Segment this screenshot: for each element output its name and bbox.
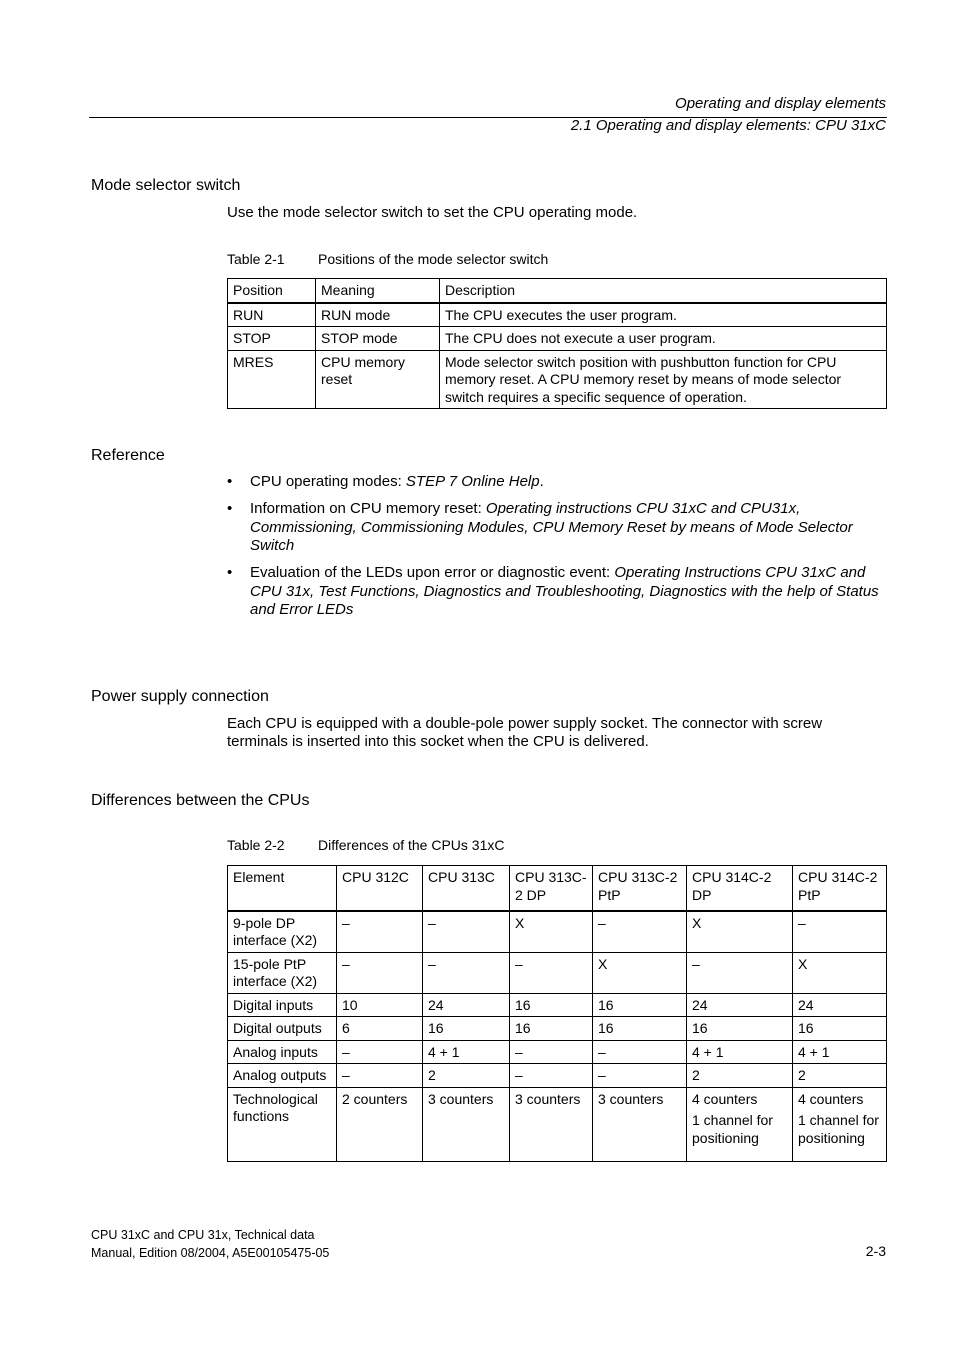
footer-line-2: Manual, Edition 08/2004, A5E00105475-05: [91, 1246, 330, 1260]
table-cell: 15-pole PtP interface (X2): [228, 952, 337, 993]
table-row: [228, 1064, 887, 1088]
table-cell: –: [337, 1064, 423, 1088]
table-row: [228, 303, 887, 327]
reference-link-text: Operating Instructions CPU 31xC and CPU 31x, Test Functions, Diagnostics and Troubleshooting, Diagnostics with the help of Status and Error LEDs: [250, 564, 879, 618]
table-cell: Analog inputs: [228, 1040, 337, 1064]
mode-selector-table: [227, 278, 887, 409]
table1-caption-number: Table 2-1: [227, 251, 285, 267]
table-cell: X: [687, 911, 793, 953]
table-cell: 10: [337, 993, 423, 1017]
table-header-row: [228, 279, 887, 303]
table-cell: Digital inputs: [228, 993, 337, 1017]
table-cell: –: [510, 952, 593, 993]
table-cell: 16: [423, 1017, 510, 1041]
table-cell: –: [510, 1064, 593, 1088]
table-header-cell: Element: [228, 866, 337, 911]
table-header-cell: CPU 313C: [423, 866, 510, 911]
table-cell: 4 + 1: [793, 1040, 887, 1064]
table-cell: [687, 1087, 793, 1161]
reference-item: [227, 500, 887, 556]
tech-counters: 4 counters: [798, 1090, 864, 1107]
table-header-row: [228, 866, 887, 911]
reference-link-text: STEP 7 Online Help: [405, 473, 540, 490]
table-cell: The CPU executes the user program.: [440, 303, 887, 327]
table-cell: 16: [793, 1017, 887, 1041]
table-header-cell: CPU 312C: [337, 866, 423, 911]
table-row: [228, 1017, 887, 1041]
table-header-cell: CPU 314C-2 PtP: [793, 866, 887, 911]
table-cell: CPU memory reset: [316, 350, 440, 409]
table-cell: 16: [593, 993, 687, 1017]
table-cell: 6: [337, 1017, 423, 1041]
table-cell: 3 counters: [423, 1087, 510, 1161]
table-cell: 9-pole DP interface (X2): [228, 911, 337, 953]
table-header-cell: Position: [228, 279, 316, 303]
cpu-differences-table: [227, 865, 887, 1162]
table2-caption-number: Table 2-2: [227, 837, 285, 853]
running-header-chapter: Operating and display elements: [675, 95, 886, 112]
table1-caption: [227, 251, 548, 267]
table-cell: –: [337, 952, 423, 993]
reference-link-text: Operating instructions CPU 31xC and CPU31x, Commissioning, Commissioning Modules, CPU Memory Reset by means of Mode Selector Switch: [250, 500, 853, 554]
heading-reference: Reference: [91, 447, 165, 464]
table-cell: 16: [687, 1017, 793, 1041]
table-row: [228, 993, 887, 1017]
table-cell: –: [593, 1064, 687, 1088]
header-rule: [89, 117, 887, 118]
table-cell: The CPU does not execute a user program.: [440, 327, 887, 351]
table-row: [228, 1087, 887, 1161]
table2-caption: [227, 837, 505, 853]
table-row: [228, 952, 887, 993]
table-header-cell: CPU 313C-2 DP: [510, 866, 593, 911]
page-number: 2-3: [865, 1243, 886, 1259]
reference-suffix: .: [539, 473, 544, 490]
table-cell: 16: [510, 1017, 593, 1041]
table-cell: RUN mode: [316, 303, 440, 327]
table-cell: 3 counters: [593, 1087, 687, 1161]
table1-caption-title: Positions of the mode selector switch: [318, 251, 549, 267]
table-cell: Mode selector switch position with pushbutton function for CPU memory reset. A CPU memory reset by means of mode selector switch requires a specific sequence of operation.: [440, 350, 887, 409]
table-cell: X: [593, 952, 687, 993]
table-row: [228, 911, 887, 953]
table-cell: –: [337, 1040, 423, 1064]
table-cell: [793, 1087, 887, 1161]
table-cell: Analog outputs: [228, 1064, 337, 1088]
table-cell: STOP mode: [316, 327, 440, 351]
table-cell: 4 + 1: [423, 1040, 510, 1064]
table-cell: 16: [510, 993, 593, 1017]
table-cell: 24: [423, 993, 510, 1017]
tech-counters: 4 counters: [692, 1090, 758, 1107]
table-cell: X: [510, 911, 593, 953]
reference-item: [227, 564, 887, 620]
table-cell: –: [593, 911, 687, 953]
bullet-icon: •: [227, 473, 233, 490]
heading-mode-selector: Mode selector switch: [91, 177, 241, 194]
reference-prefix: Information on CPU memory reset:: [250, 500, 486, 517]
table-cell: –: [510, 1040, 593, 1064]
footer-title: [91, 1226, 329, 1262]
table-cell: 2 counters: [337, 1087, 423, 1161]
table-cell: –: [423, 952, 510, 993]
table-row: [228, 327, 887, 351]
table-header-cell: Description: [440, 279, 887, 303]
bullet-icon: •: [227, 500, 233, 517]
table-cell: –: [423, 911, 510, 953]
table-header-cell: CPU 314C-2 DP: [687, 866, 793, 911]
table-cell: 24: [793, 993, 887, 1017]
table2-caption-title: Differences of the CPUs 31xC: [318, 837, 505, 853]
table-cell: RUN: [228, 303, 316, 327]
table-cell: –: [687, 952, 793, 993]
heading-power-supply: Power supply connection: [91, 688, 269, 705]
mode-selector-text: Use the mode selector switch to set the CPU operating mode.: [227, 204, 638, 221]
table-row: [228, 1040, 887, 1064]
reference-prefix: CPU operating modes:: [250, 473, 406, 490]
table-cell: 16: [593, 1017, 687, 1041]
footer-line-1: CPU 31xC and CPU 31x, Technical data: [91, 1228, 315, 1242]
reference-item: [227, 473, 887, 492]
table-cell: –: [793, 911, 887, 953]
running-header-section: 2.1 Operating and display elements: CPU 31xC: [570, 117, 886, 134]
table-cell: 2: [423, 1064, 510, 1088]
table-row: [228, 350, 887, 409]
power-supply-text: Each CPU is equipped with a double-pole power supply socket. The connector with screw terminals is inserted into this socket when the CPU is delivered.: [227, 715, 823, 750]
table-cell: STOP: [228, 327, 316, 351]
table-cell: MRES: [228, 350, 316, 409]
table-cell: 24: [687, 993, 793, 1017]
tech-positioning: 1 channel for positioning: [692, 1112, 773, 1146]
table-cell: X: [793, 952, 887, 993]
table-cell: 4 + 1: [687, 1040, 793, 1064]
table-header-cell: CPU 313C-2 PtP: [593, 866, 687, 911]
table-cell: –: [337, 911, 423, 953]
tech-positioning: 1 channel for positioning: [798, 1112, 879, 1146]
bullet-icon: •: [227, 564, 233, 581]
table-cell: –: [593, 1040, 687, 1064]
table-cell: Digital outputs: [228, 1017, 337, 1041]
table-cell: 2: [793, 1064, 887, 1088]
table-cell: Technological functions: [228, 1087, 337, 1161]
table-cell: 2: [687, 1064, 793, 1088]
reference-prefix: Evaluation of the LEDs upon error or diagnostic event:: [250, 564, 615, 581]
heading-differences: Differences between the CPUs: [91, 792, 310, 809]
table-header-cell: Meaning: [316, 279, 440, 303]
table-cell: 3 counters: [510, 1087, 593, 1161]
